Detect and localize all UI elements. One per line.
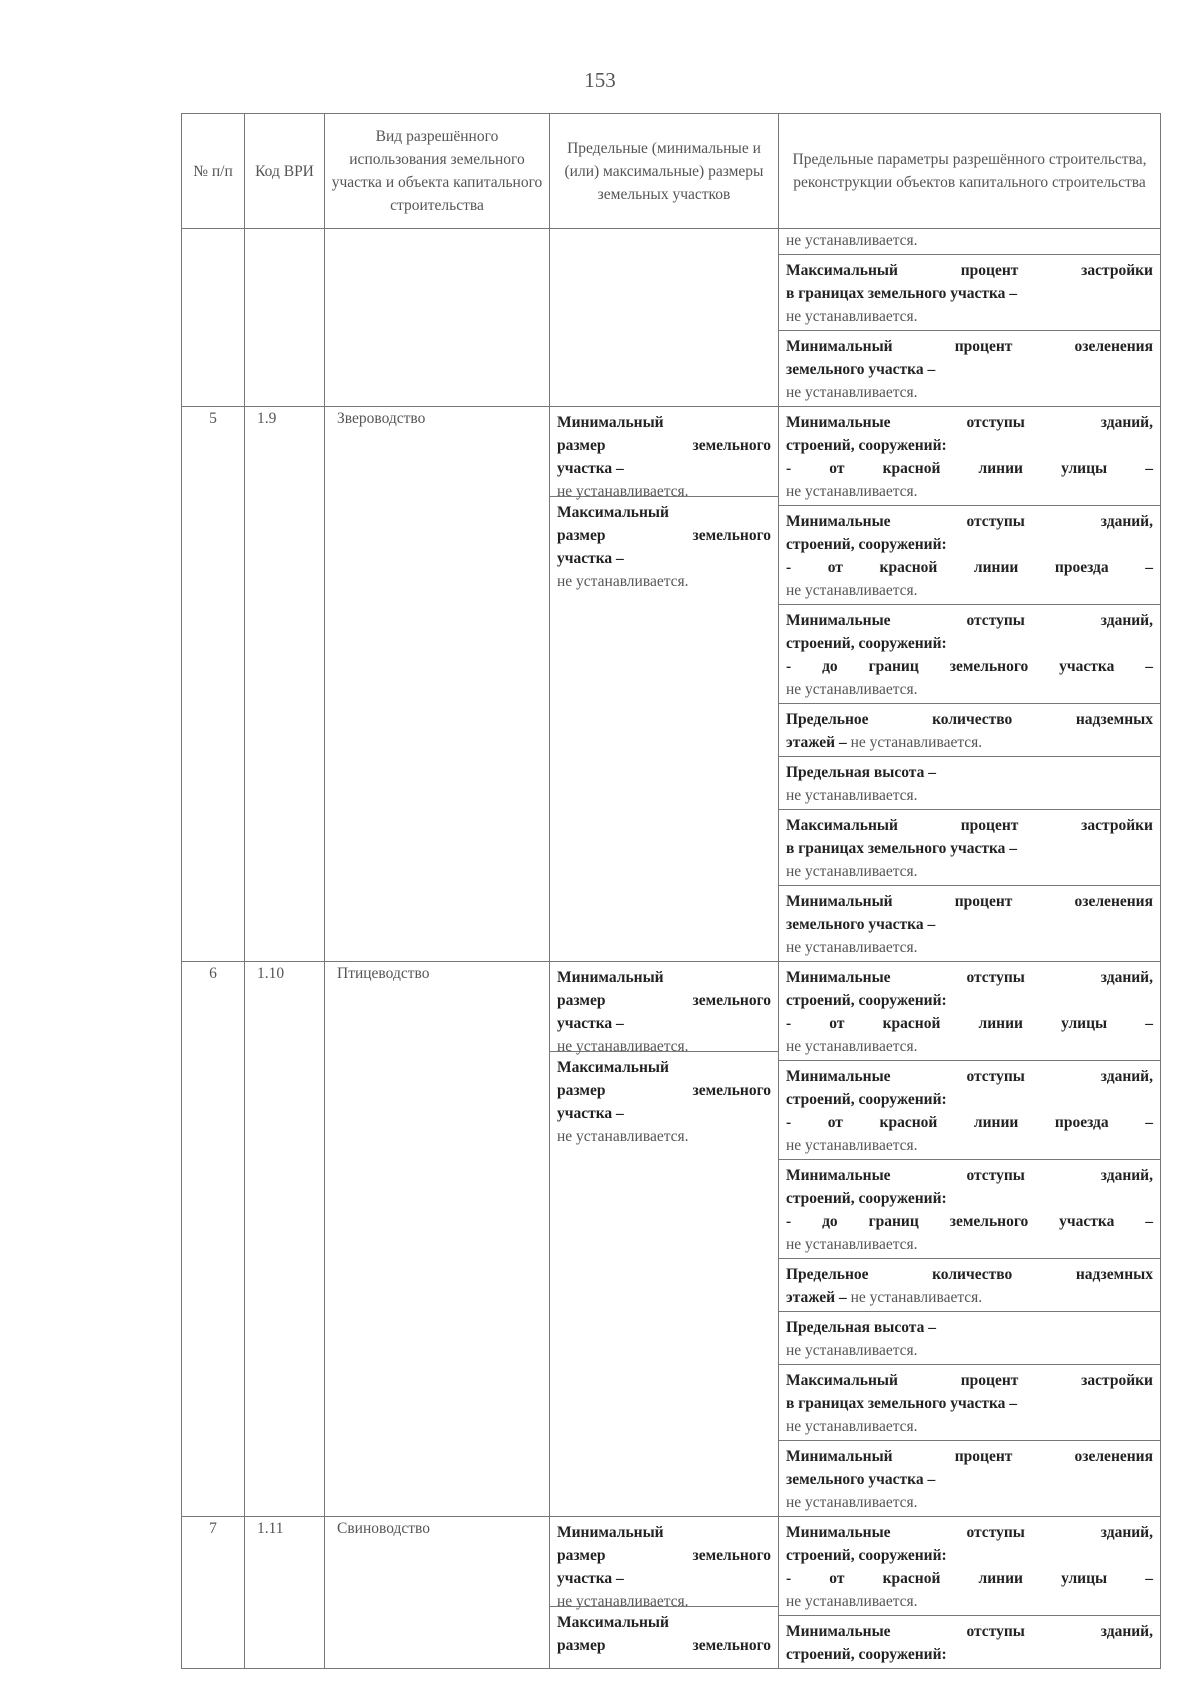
cell-code	[245, 229, 325, 407]
cell-sizes	[550, 962, 779, 1517]
param-min-greening: Минимальный процент озеленения земельного участка – не устанавливается.	[779, 330, 1160, 406]
cell-sizes	[550, 229, 779, 407]
table-row	[182, 229, 1161, 407]
param-offset-borders: Минимальные отступы зданий, строений, сооружений: - до границ земельного участка – не устанавливается.	[779, 1159, 1160, 1258]
table-row	[182, 962, 1161, 1517]
size-max: Максимальный размер земельного участка – не устанавливается.	[550, 496, 778, 595]
size-min: Минимальный размер земельного участка – не устанавливается.	[557, 414, 771, 500]
param-offset-street: Минимальные отступы зданий, строений, сооружений: - от красной линии улицы – не устанавливается.	[786, 1524, 1153, 1610]
param-offset-partial: Минимальные отступы зданий, строений, сооружений:	[779, 1615, 1160, 1668]
cell-type: Звероводство	[325, 407, 550, 962]
table-row	[182, 1517, 1161, 1669]
table-row	[182, 407, 1161, 962]
cell-num: 6	[182, 962, 245, 1517]
cell-code: 1.10	[245, 962, 325, 1517]
param-min-greening: Минимальный процент озеленения земельного участка – не устанавливается.	[779, 1440, 1160, 1516]
param-height: Предельная высота – не устанавливается.	[779, 1311, 1160, 1364]
param-max-coverage: Максимальный процент застройки в границах земельного участка – не устанавливается.	[779, 1364, 1160, 1440]
param-continued: не устанавливается.	[786, 232, 918, 249]
size-max: Максимальный размер земельного	[550, 1606, 778, 1659]
cell-num: 7	[182, 1517, 245, 1669]
param-offset-borders: Минимальные отступы зданий, строений, сооружений: - до границ земельного участка – не устанавливается.	[779, 604, 1160, 703]
land-use-table	[181, 113, 1161, 1669]
table-header-row	[182, 114, 1161, 229]
cell-type: Птицеводство	[325, 962, 550, 1517]
header-code: Код ВРИ	[245, 114, 325, 229]
header-type: Вид разрешённого использования земельного участка и объекта капитального строительства	[325, 114, 550, 229]
cell-num	[182, 229, 245, 407]
param-min-greening: Минимальный процент озеленения земельного участка – не устанавливается.	[779, 885, 1160, 961]
cell-params	[779, 962, 1161, 1517]
param-max-coverage: Максимальный процент застройки в границах земельного участка – не устанавливается.	[779, 809, 1160, 885]
size-min: Минимальный размер земельного участка – не устанавливается.	[557, 969, 771, 1055]
size-max: Максимальный размер земельного участка – не устанавливается.	[550, 1051, 778, 1150]
cell-sizes	[550, 1517, 779, 1669]
header-sizes: Предельные (минимальные и (или) максимальные) размеры земельных участков	[550, 114, 779, 229]
param-offset-passage: Минимальные отступы зданий, строений, сооружений: - от красной линии проезда – не устанавливается.	[779, 505, 1160, 604]
cell-sizes	[550, 407, 779, 962]
cell-code: 1.11	[245, 1517, 325, 1669]
param-offset-passage: Минимальные отступы зданий, строений, сооружений: - от красной линии проезда – не устанавливается.	[779, 1060, 1160, 1159]
cell-type	[325, 229, 550, 407]
cell-params	[779, 1517, 1161, 1669]
header-params: Предельные параметры разрешённого строительства, реконструкции объектов капитального строительства	[779, 114, 1161, 229]
param-floors: Предельное количество надземных этажей – не устанавливается.	[779, 703, 1160, 756]
param-offset-street: Минимальные отступы зданий, строений, сооружений: - от красной линии улицы – не устанавливается.	[786, 969, 1153, 1055]
cell-num: 5	[182, 407, 245, 962]
cell-type: Свиноводство	[325, 1517, 550, 1669]
cell-params	[779, 229, 1161, 407]
header-num: № п/п	[182, 114, 245, 229]
cell-code: 1.9	[245, 407, 325, 962]
param-height: Предельная высота – не устанавливается.	[779, 756, 1160, 809]
page-number: 153	[584, 68, 616, 92]
param-offset-street: Минимальные отступы зданий, строений, сооружений: - от красной линии улицы – не устанавливается.	[786, 414, 1153, 500]
param-floors: Предельное количество надземных этажей – не устанавливается.	[779, 1258, 1160, 1311]
cell-params	[779, 407, 1161, 962]
param-max-coverage: Максимальный процент застройки в границах земельного участка – не устанавливается.	[779, 254, 1160, 330]
size-min: Минимальный размер земельного участка – не устанавливается.	[557, 1524, 771, 1610]
